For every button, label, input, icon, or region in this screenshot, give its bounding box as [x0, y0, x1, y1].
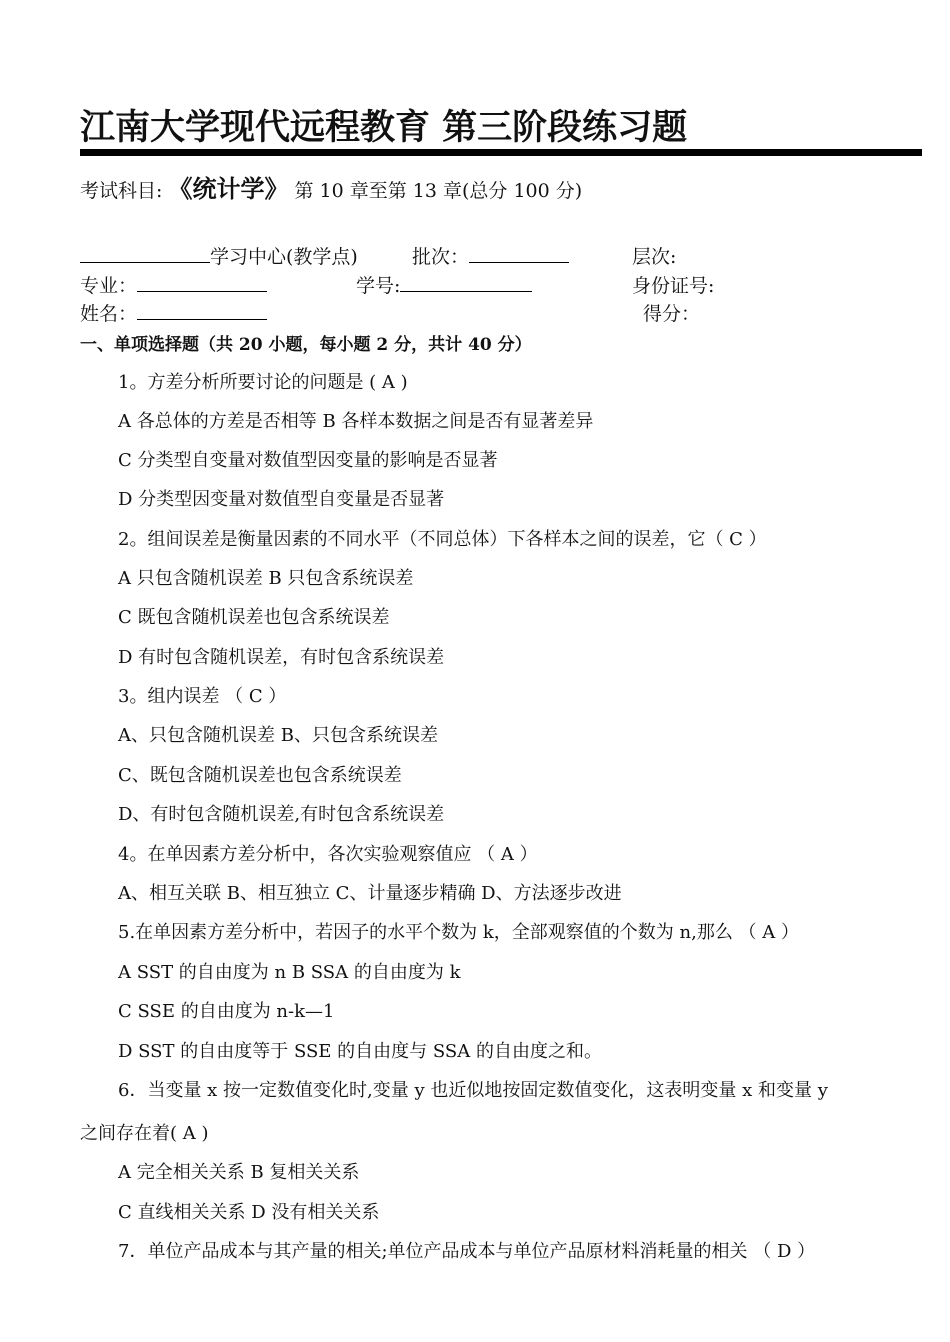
subject-prefix: 考试科目: [80, 180, 163, 202]
name-label: 姓名： [80, 303, 138, 325]
question-line: 2。组间误差是衡量因素的不同水平（不同总体）下各样本之间的误差，它（ C ） [118, 529, 767, 550]
student-id-field [356, 271, 532, 298]
question-line: A 完全相关关系 B 复相关关系 [118, 1162, 360, 1183]
question-line: C 既包含随机误差也包含系统误差 [118, 607, 390, 628]
question-line: A、相互关联 B、相互独立 C、计量逐步精确 D、方法逐步改进 [118, 883, 622, 904]
name-field [80, 299, 267, 326]
question-line: A 各总体的方差是否相等 B 各样本数据之间是否有显著差异 [118, 411, 594, 432]
question-line: A SST 的自由度为 n B SSA 的自由度为 k [118, 962, 461, 983]
question-line: 4。在单因素方差分析中，各次实验观察值应 （ A ） [118, 844, 538, 865]
question-line: 7．单位产品成本与其产量的相关;单位产品成本与单位产品原材料消耗量的相关 （ D ） [118, 1241, 816, 1262]
section-heading: 一、单项选择题（共 20 小题，每小题 2 分，共计 40 分） [80, 335, 532, 355]
subject-name: 《统计学》 [168, 175, 289, 203]
question-line: 6．当变量 x 按一定数值变化时,变量 y 也近似地按固定数值变化，这表明变量 x 和变量 y [118, 1080, 828, 1101]
question-line: C 直线相关关系 D 没有相关关系 [118, 1202, 380, 1223]
subject-suffix: 第 10 章至第 13 章(总分 100 分) [294, 180, 583, 202]
question-line: C SSE 的自由度为 n-k—1 [118, 1001, 335, 1022]
batch-blank[interactable] [469, 244, 569, 263]
batch-label: 批次： [412, 246, 470, 268]
study-center-field [80, 242, 358, 269]
exam-subject-line [80, 169, 582, 204]
question-line: A 只包含随机误差 B 只包含系统误差 [118, 568, 414, 589]
score-label: 得分： [643, 303, 701, 325]
question-line: D 有时包含随机误差，有时包含系统误差 [118, 647, 445, 668]
score-field [643, 299, 700, 326]
student-id-blank[interactable] [400, 273, 532, 292]
question-line: D SST 的自由度等于 SSE 的自由度与 SSA 的自由度之和。 [118, 1041, 602, 1062]
major-field [80, 271, 267, 298]
name-blank[interactable] [137, 301, 267, 320]
title-rule [80, 149, 922, 156]
batch-field [412, 242, 569, 269]
student-id-label: 学号: [356, 275, 401, 297]
level-field [632, 242, 676, 269]
question-line: C、既包含随机误差也包含系统误差 [118, 765, 402, 786]
question-line: 之间存在着( A ) [80, 1123, 209, 1144]
major-blank[interactable] [137, 273, 267, 292]
question-line: 5.在单因素方差分析中，若因子的水平个数为 k，全部观察值的个数为 n,那么 （ A ） [118, 922, 799, 943]
id-card-label: 身份证号: [632, 275, 715, 297]
question-line: 1。方差分析所要讨论的问题是 ( A ) [118, 372, 408, 393]
id-card-field [632, 271, 714, 298]
study-center-blank[interactable] [80, 244, 210, 263]
question-line: D 分类型因变量对数值型自变量是否显著 [118, 489, 445, 510]
question-line: D、有时包含随机误差,有时包含系统误差 [118, 804, 445, 825]
exam-title: 江南大学现代远程教育 第三阶段练习题 [80, 108, 688, 148]
question-line: A、只包含随机误差 B、只包含系统误差 [118, 725, 438, 746]
major-label: 专业： [80, 275, 138, 297]
level-label: 层次: [632, 246, 677, 268]
question-line: 3。组内误差 （ C ） [118, 686, 287, 707]
question-line: C 分类型自变量对数值型因变量的影响是否显著 [118, 450, 498, 471]
study-center-label: 学习中心(教学点) [210, 246, 358, 268]
